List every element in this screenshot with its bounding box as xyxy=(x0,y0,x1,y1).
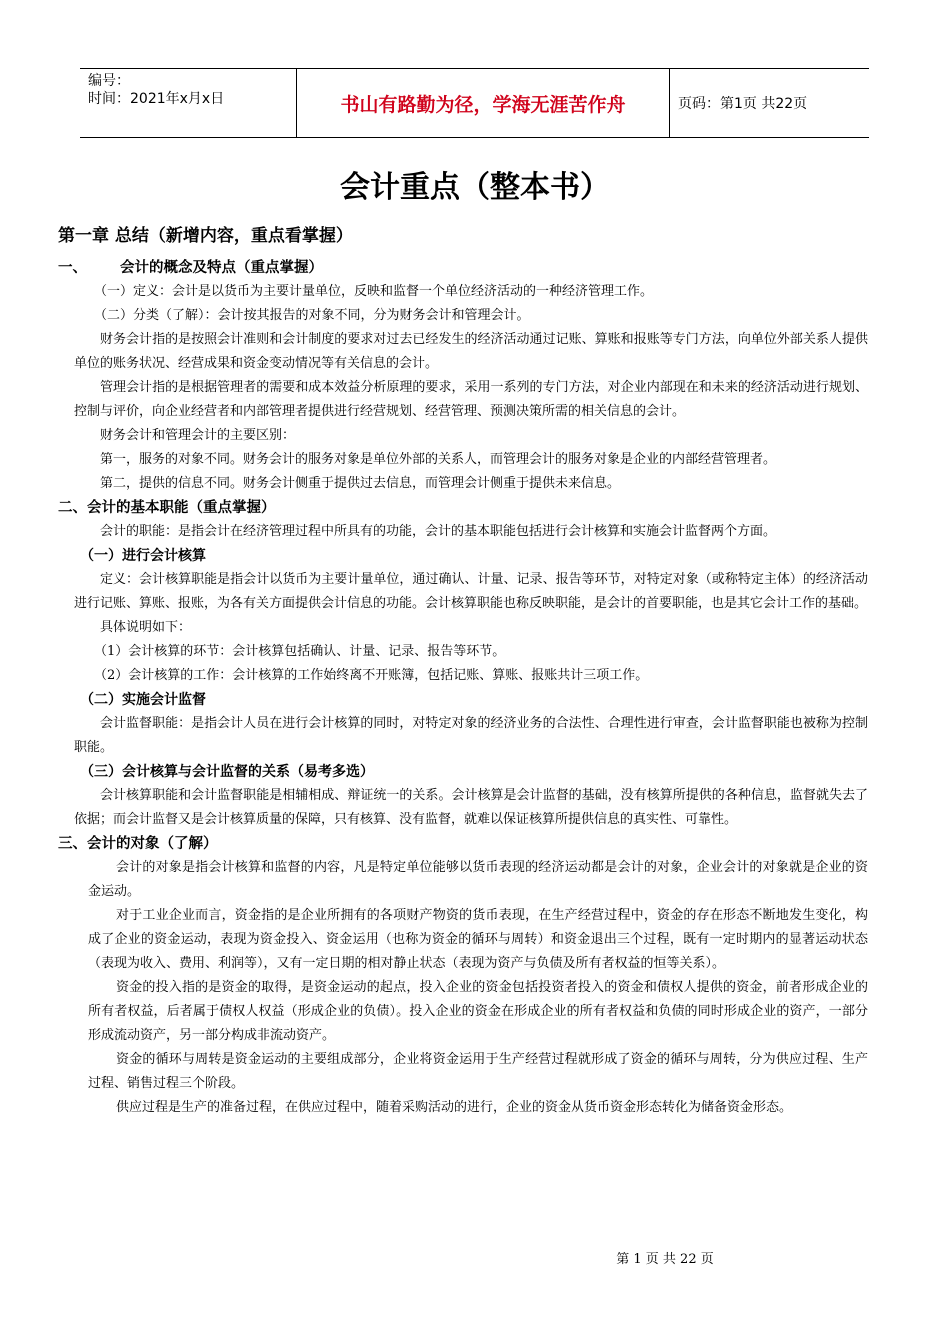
header-left-cell xyxy=(80,69,297,137)
paragraph: 财务会计和管理会计的主要区别： xyxy=(100,428,296,443)
paragraph: 会计的对象是指会计核算和监督的内容，凡是特定单位能够以货币表现的经济运动都是会计的对象，企业会计的对象就是企业的资金运动。 xyxy=(88,860,868,899)
paragraph: 第一，服务的对象不同。财务会计的服务对象是单位外部的关系人，而管理会计的服务对象是企业的内部经营管理者。 xyxy=(100,452,777,467)
subsection-heading: （一）进行会计核算 xyxy=(80,548,206,564)
paragraph: 管理会计指的是根据管理者的需要和成本效益分析原理的要求，采用一系列的专门方法，对企业内部现在和未来的经济活动进行规划、控制与评价，向企业经营者和内部管理者提供进行经营规划、经营管理、预测决策所需的相关信息的会计。 xyxy=(74,380,868,419)
paragraph: （2）会计核算的工作：会计核算的工作始终离不开账簿，包括记账、算账、报账共计三项工作。 xyxy=(94,668,649,683)
paragraph: 会计核算职能和会计监督职能是相辅相成、辩证统一的关系。会计核算是会计监督的基础，没有核算所提供的各种信息，监督就失去了依据；而会计监督又是会计核算质量的保障，只有核算、没有监督，就难以保证核算所提供信息的真实性、可靠性。 xyxy=(74,788,868,827)
paragraph: 具体说明如下： xyxy=(100,620,192,635)
section-1-number: 一、 xyxy=(58,260,87,276)
motto-text: 书山有路勤为径，学海无涯苦作舟 xyxy=(297,69,670,137)
number-label: 编号： xyxy=(88,73,130,89)
paragraph: 供应过程是生产的准备过程，在供应过程中，随着采购活动的进行，企业的资金从货币资金形态转化为储备资金形态。 xyxy=(116,1100,793,1115)
subsection-heading: （二）实施会计监督 xyxy=(80,692,206,708)
paragraph: 财务会计指的是按照会计准则和会计制度的要求对过去已经发生的经济活动通过记账、算账和报账等专门方法，向单位外部关系人提供单位的账务状况、经营成果和资金变动情况等有关信息的会计。 xyxy=(74,332,868,371)
paragraph: （二）分类（了解）：会计按其报告的对象不同，分为财务会计和管理会计。 xyxy=(94,308,530,323)
section-3-heading: 三、会计的对象（了解） xyxy=(58,836,218,852)
paragraph: 资金的循环与周转是资金运动的主要组成部分，企业将资金运用于生产经营过程就形成了资金的循环与周转，分为供应过程、生产过程、销售过程三个阶段。 xyxy=(88,1052,868,1091)
document-body xyxy=(58,222,868,1120)
paragraph: 资金的投入指的是资金的取得，是资金运动的起点，投入企业的资金包括投资者投入的资金和债权人提供的资金，前者形成企业的所有者权益，后者属于债权人权益（形成企业的负债）。投入企业的资金在形成企业的所有者权益和负债的同时形成企业的资产，一部分形成流动资产，另一部分构成非流动资产。 xyxy=(88,980,868,1043)
section-1-heading xyxy=(58,256,868,280)
header-table xyxy=(80,68,869,138)
paragraph: 对于工业企业而言，资金指的是企业所拥有的各项财产物资的货币表现，在生产经营过程中，资金的存在形态不断地发生变化，构成了企业的资金运动，表现为资金投入、资金运用（也称为资金的循环与周转）和资金退出三个过程，既有一定时期内的显著运动状态（表现为收入、费用、利润等），又有一定日期的相对静止状态（表现为资产与负债及所有者权益的恒等关系）。 xyxy=(88,908,868,971)
paragraph: （1）会计核算的环节：会计核算包括确认、计量、记录、报告等环节。 xyxy=(94,644,506,659)
paragraph: 会计监督职能：是指会计人员在进行会计核算的同时，对特定对象的经济业务的合法性、合理性进行审查，会计监督职能也被称为控制职能。 xyxy=(74,716,868,755)
document-title: 会计重点（整本书） xyxy=(340,170,610,205)
paragraph: （一）定义：会计是以货币为主要计量单位，反映和监督一个单位经济活动的一种经济管理工作。 xyxy=(94,284,654,299)
page-footer: 第 1 页 共 22 页 xyxy=(616,1252,714,1267)
section-2-heading: 二、会计的基本职能（重点掌握） xyxy=(58,500,276,516)
subsection-heading: （三）会计核算与会计监督的关系（易考多选） xyxy=(80,764,374,780)
paragraph: 会计的职能：是指会计在经济管理过程中所具有的功能，会计的基本职能包括进行会计核算和实施会计监督两个方面。 xyxy=(100,524,777,539)
paragraph: 定义：会计核算职能是指会计以货币为主要计量单位，通过确认、计量、记录、报告等环节，对特定对象（或称特定主体）的经济活动进行记账、算账、报账，为各有关方面提供会计信息的功能。会计核算职能也称反映职能，是会计的首要职能，也是其它会计工作的基础。 xyxy=(74,572,868,611)
section-1-title: 会计的概念及特点（重点掌握） xyxy=(120,260,323,276)
time-label: 时间：2021年x月x日 xyxy=(88,91,225,107)
page-indicator: 页码：第1页 共22页 xyxy=(678,96,808,112)
chapter-heading: 第一章 总结（新增内容，重点看掌握） xyxy=(58,226,353,246)
paragraph: 第二，提供的信息不同。财务会计侧重于提供过去信息，而管理会计侧重于提供未来信息。 xyxy=(100,476,621,491)
